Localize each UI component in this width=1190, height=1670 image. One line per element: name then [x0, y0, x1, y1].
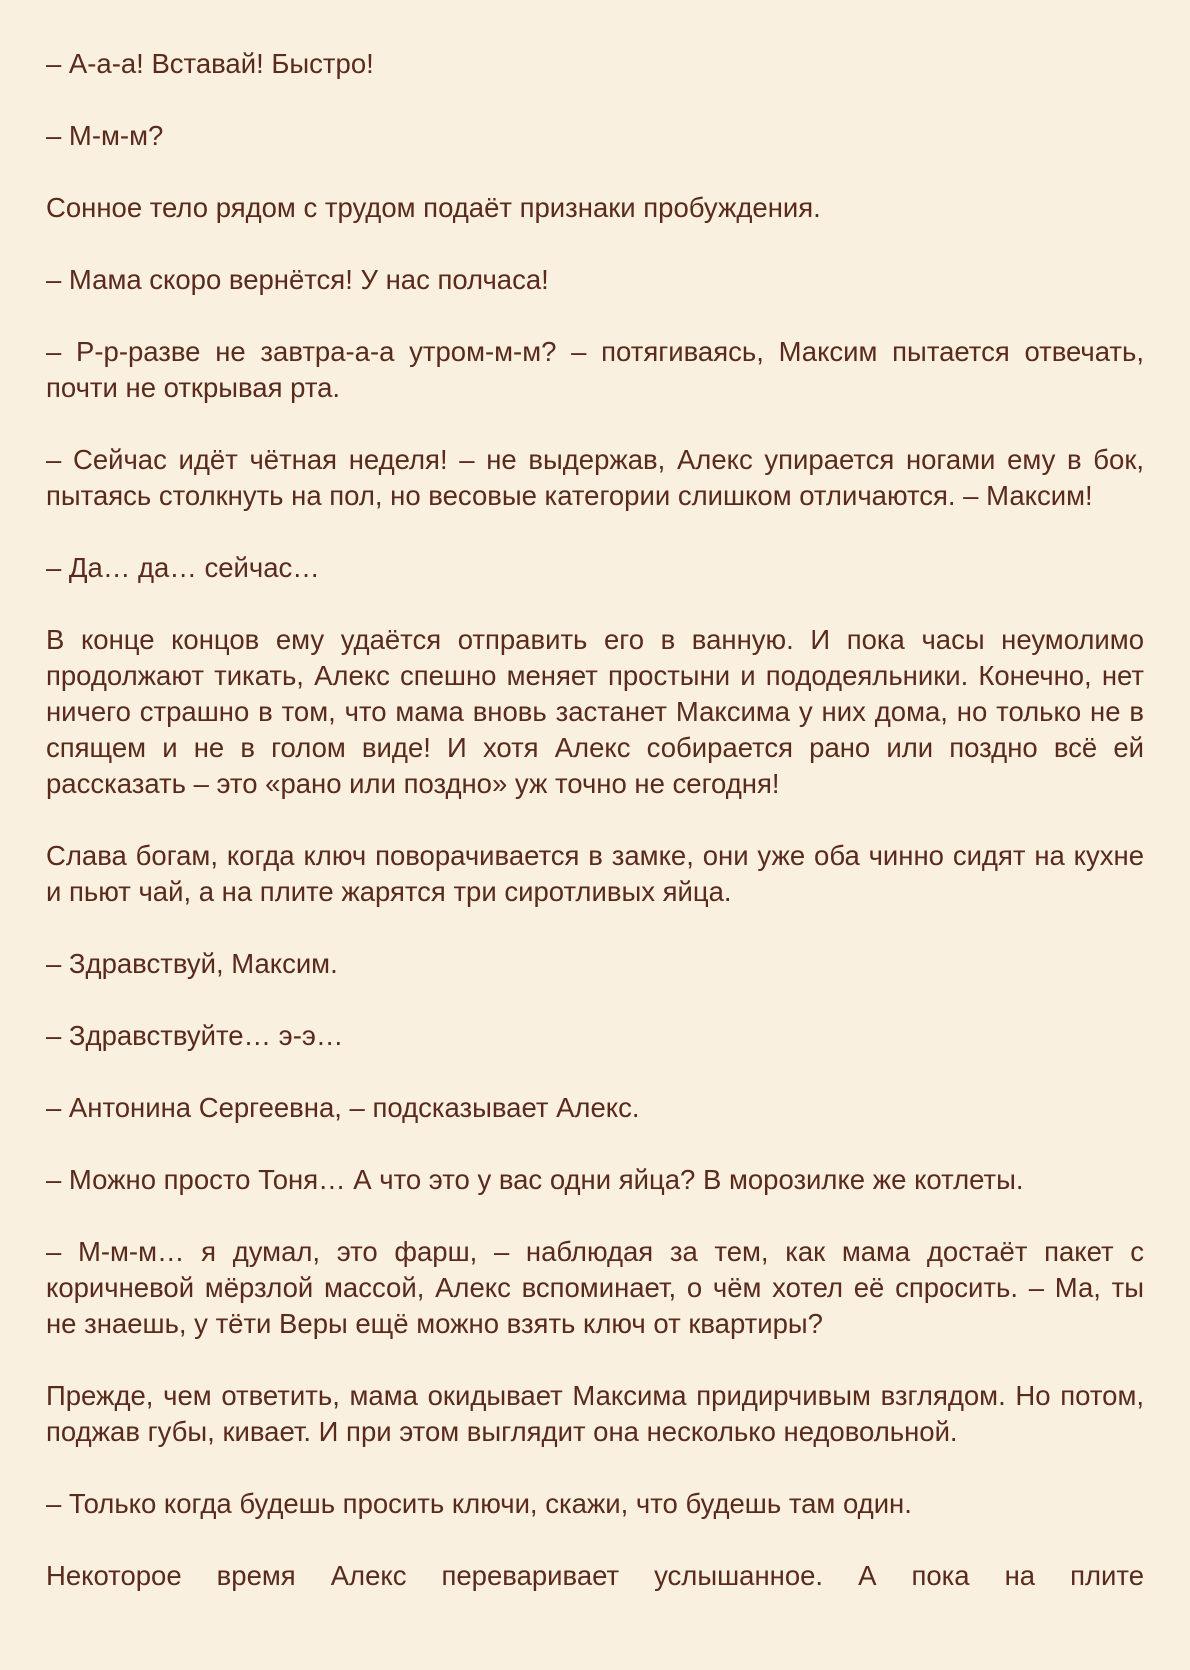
paragraph: – Да… да… сейчас… — [46, 552, 320, 583]
paragraph: – Здравствуйте… э-э… — [46, 1020, 344, 1051]
paragraph: – М-м-м? — [46, 120, 164, 151]
paragraph: – Здравствуй, Максим. — [46, 948, 338, 979]
paragraph: – Мама скоро вернётся! У нас полчаса! — [46, 264, 549, 295]
paragraph: – Р-р-разве не завтра-а-а утром-м-м? – потягиваясь, Максим пытается отвечать, почти не открывая рта. — [46, 336, 1144, 403]
paragraph: – Только когда будешь просить ключи, скажи, что будешь там один. — [46, 1488, 912, 1519]
paragraph: – А-а-а! Вставай! Быстро! — [46, 48, 374, 79]
paragraph: – Антонина Сергеевна, – подсказывает Алекс. — [46, 1092, 640, 1123]
paragraph: – Можно просто Тоня… А что это у вас одни яйца? В морозилке же котлеты. — [46, 1164, 1024, 1195]
paragraph: Слава богам, когда ключ поворачивается в замке, они уже оба чинно сидят на кухне и пьют чай, а на плите жарятся три сиротливых яйца. — [46, 840, 1144, 907]
paragraph: – М-м-м… я думал, это фарш, – наблюдая за тем, как мама достаёт пакет с коричневой мёрзлой массой, Алекс вспоминает, о чём хотел её спросить. – Ма, ты не знаешь, у тёти Веры ещё можно взять ключ от квартиры? — [46, 1236, 1144, 1339]
paragraph: – Сейчас идёт чётная неделя! – не выдержав, Алекс упирается ногами ему в бок, пытаясь столкнуть на пол, но весовые категории слишком отличаются. – Максим! — [46, 444, 1144, 511]
paragraph: В конце концов ему удаётся отправить его в ванную. И пока часы неумолимо продолжают тикать, Алекс спешно меняет простыни и пододеяльники. Конечно, нет ничего страшно в том, что мама вновь застанет Максима у них дома, но только не в спящем и не в голом виде! И хотя Алекс собирается рано или поздно всё ей рассказать – это «рано или поздно» уж точно не сегодня! — [46, 624, 1144, 799]
paragraph: Прежде, чем ответить, мама окидывает Максима придирчивым взглядом. Но потом, поджав губы, кивает. И при этом выглядит она несколько недовольной. — [46, 1380, 1144, 1447]
paragraph: Сонное тело рядом с трудом подаёт признаки пробуждения. — [46, 192, 821, 223]
paragraph-last-line: Некоторое время Алекс переваривает услышанное. А пока на плите — [46, 1560, 1144, 1591]
